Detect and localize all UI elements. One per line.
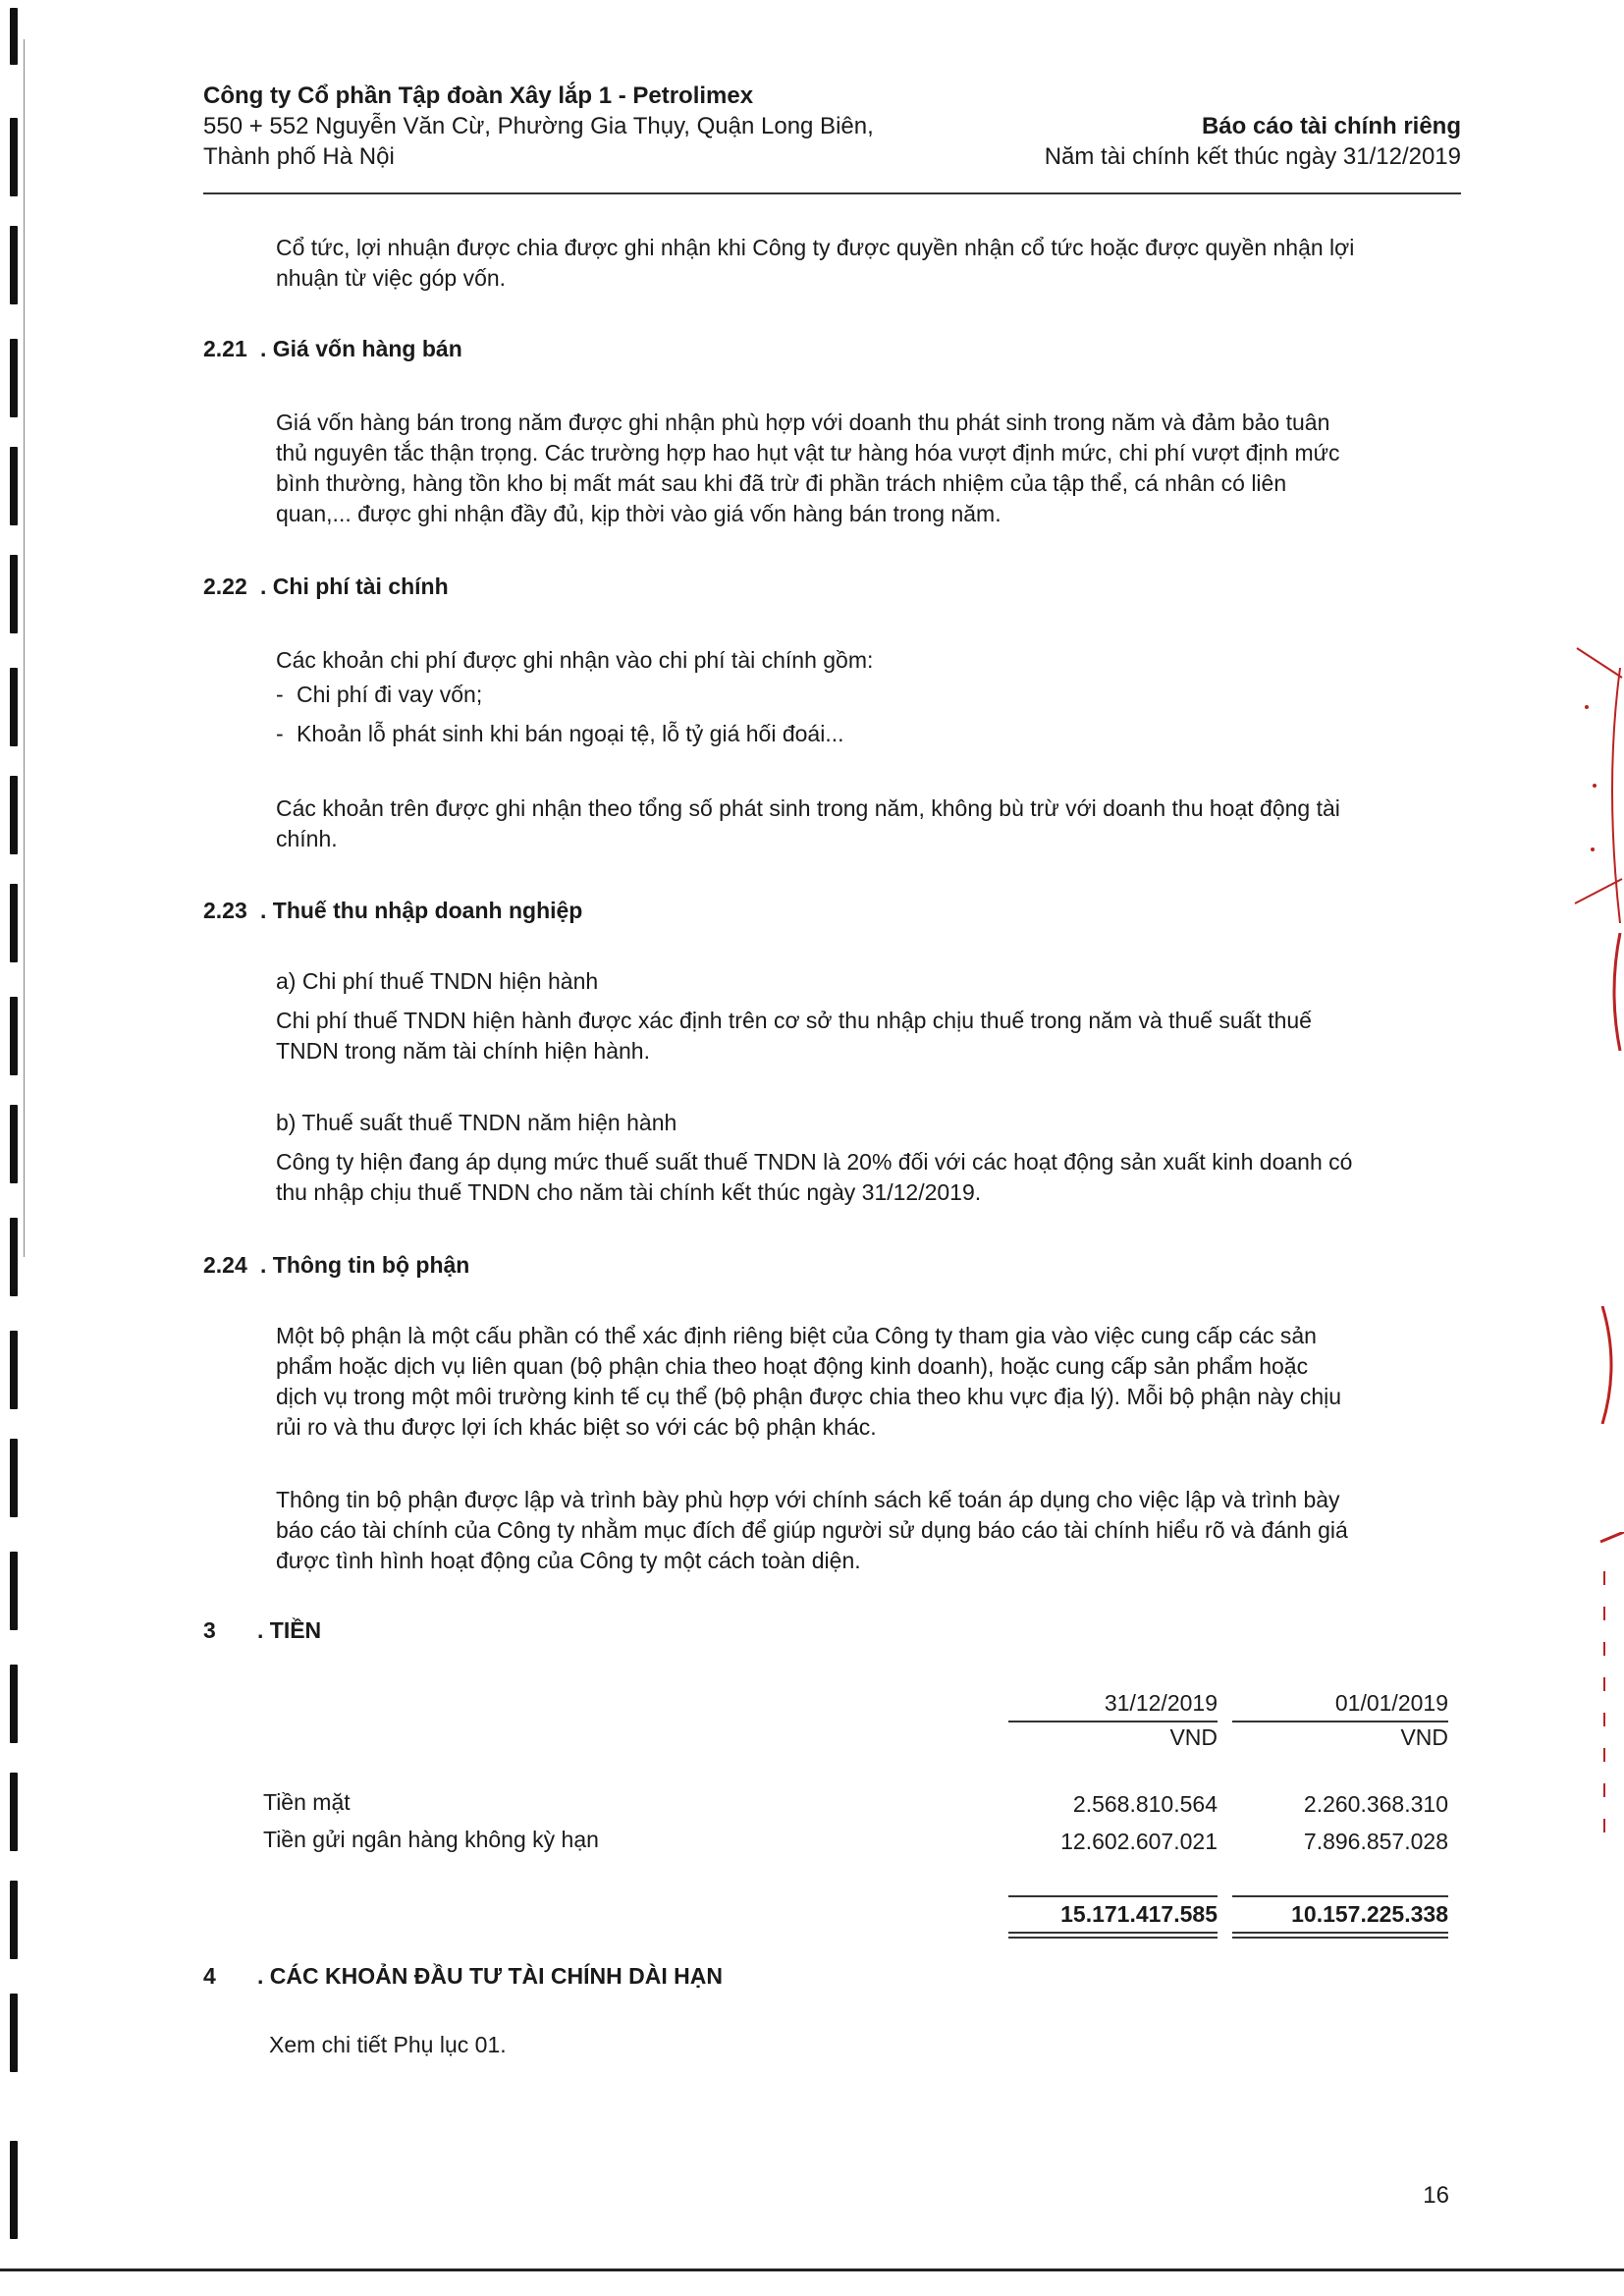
section-number: 3	[203, 1617, 216, 1643]
seal-stamp-fragment	[1595, 933, 1624, 1051]
header-divider	[203, 192, 1461, 194]
list-item-text: Khoản lỗ phát sinh khi bán ngoại tệ, lỗ tỷ giá hối đoái...	[297, 721, 844, 746]
table-cell-value: 2.260.368.310	[1303, 1791, 1448, 1817]
company-name: Công ty Cổ phần Tập đoàn Xây lắp 1 - Petrolimex	[203, 82, 754, 109]
cit-current-title: a) Chi phí thuế TNDN hiện hành	[276, 968, 599, 994]
text-line: Cổ tức, lợi nhuận được chia được ghi nhận khi Công ty được quyền nhận cổ tức hoặc được quyền nhận lợi	[276, 235, 1355, 260]
text-line: Các khoản trên được ghi nhận theo tổng số phát sinh trong năm, không bù trừ với doanh thu hoạt động tài	[276, 795, 1340, 821]
binding-mark	[10, 668, 18, 746]
text-line: phẩm hoặc dịch vụ liên quan (bộ phận chia theo hoạt động kinh doanh), hoặc cung cấp sản phẩm hoặc	[276, 1353, 1309, 1379]
finance-cost-intro: Các khoản chi phí được ghi nhận vào chi phí tài chính gồm:	[276, 647, 874, 673]
binding-mark	[10, 555, 18, 633]
section-title: . Thuế thu nhập doanh nghiệp	[260, 898, 583, 923]
text-line: bình thường, hàng tồn kho bị mất mát sau khi đã trừ đi phần trách nhiệm của tập thể, cá nhân có liên	[276, 470, 1287, 496]
section-number: 2.21	[203, 336, 247, 361]
appendix-reference: Xem chi tiết Phụ lục 01.	[269, 2032, 507, 2057]
binding-mark	[10, 226, 18, 304]
text-line: dịch vụ trong một môi trường kinh tế cụ thể (bộ phận được chia theo khu vực địa lý). Mỗi bộ phận này chịu	[276, 1384, 1342, 1409]
seal-stamp-fragment	[1597, 1532, 1624, 1856]
cogs-paragraph	[276, 408, 1454, 529]
company-address-line2: Thành phố Hà Nội	[203, 143, 395, 170]
section-heading-2-24	[203, 1250, 469, 1281]
text-line: quan,... được ghi nhận đầy đủ, kịp thời vào giá vốn hàng bán trong năm.	[276, 501, 1001, 526]
list-item-text: Chi phí đi vay vốn;	[297, 682, 483, 707]
column-header-date-2: 01/01/2019	[1334, 1690, 1448, 1716]
section-heading-2-23	[203, 896, 582, 926]
section-title: . Thông tin bộ phận	[260, 1252, 470, 1278]
binding-mark	[10, 1105, 18, 1183]
list-item: - Khoản lỗ phát sinh khi bán ngoại tệ, lỗ tỷ giá hối đoái...	[276, 721, 844, 746]
binding-mark	[10, 884, 18, 962]
cit-current-paragraph	[276, 1006, 1454, 1066]
page-edge-line	[24, 39, 25, 1257]
binding-mark	[10, 339, 18, 417]
table-row-label: Tiền mặt	[263, 1789, 351, 1815]
binding-mark	[10, 1994, 18, 2072]
seal-stamp-fragment	[1595, 1306, 1624, 1424]
total-rule-double	[1008, 1932, 1218, 1934]
binding-mark	[10, 1331, 18, 1409]
segment-paragraph-1	[276, 1321, 1454, 1443]
column-unit-1: VND	[1169, 1724, 1218, 1750]
section-title: . Giá vốn hàng bán	[260, 336, 462, 361]
text-line: Giá vốn hàng bán trong năm được ghi nhận phù hợp với doanh thu phát sinh trong năm và đảm bảo tuân	[276, 410, 1330, 435]
list-item: - Chi phí đi vay vốn;	[276, 682, 483, 707]
total-rule-double	[1008, 1937, 1218, 1939]
report-title: Báo cáo tài chính riêng	[1201, 113, 1461, 139]
text-line: thu nhập chịu thuế TNDN cho năm tài chính kết thúc ngày 31/12/2019.	[276, 1179, 982, 1205]
document-header-right	[1045, 111, 1461, 172]
company-address-line1: 550 + 552 Nguyễn Văn Cừ, Phường Gia Thụy, Quận Long Biên,	[203, 113, 874, 139]
binding-mark	[10, 1881, 18, 1959]
text-line: báo cáo tài chính của Công ty nhằm mục đích để giúp người sử dụng báo cáo tài chính hiểu rõ và đánh giá	[276, 1517, 1348, 1543]
column-unit-2: VND	[1400, 1724, 1448, 1750]
segment-paragraph-2	[276, 1485, 1454, 1576]
section-number: 2.24	[203, 1252, 247, 1278]
table-cell-value: 7.896.857.028	[1303, 1829, 1448, 1854]
section-heading-2-22	[203, 572, 449, 602]
section-title: . Chi phí tài chính	[260, 574, 449, 599]
binding-mark	[10, 8, 18, 65]
section-number: 2.22	[203, 574, 247, 599]
binding-mark	[10, 118, 18, 196]
binding-mark	[10, 1218, 18, 1296]
binding-mark	[10, 776, 18, 854]
section-heading-4	[203, 1961, 723, 1992]
table-cell-value: 2.568.810.564	[1072, 1791, 1218, 1817]
text-line: chính.	[276, 826, 338, 851]
text-line: TNDN trong năm tài chính hiện hành.	[276, 1038, 650, 1064]
document-header-left	[203, 81, 874, 172]
total-rule-top	[1008, 1895, 1218, 1897]
binding-mark	[10, 997, 18, 1075]
report-period: Năm tài chính kết thúc ngày 31/12/2019	[1044, 143, 1461, 170]
table-total-value: 15.171.417.585	[1060, 1901, 1218, 1927]
section-number: 4	[203, 1963, 216, 1989]
section-title: . TIỀN	[257, 1617, 322, 1643]
binding-mark	[10, 1552, 18, 1630]
text-line: Thông tin bộ phận được lập và trình bày phù hợp với chính sách kế toán áp dụng cho việc lập và trình bày	[276, 1487, 1340, 1512]
table-cell-value: 12.602.607.021	[1060, 1829, 1218, 1854]
binding-mark	[10, 447, 18, 525]
text-line: Một bộ phận là một cấu phần có thể xác định riêng biệt của Công ty tham gia vào việc cung cấp các sản	[276, 1323, 1317, 1348]
binding-mark	[10, 2141, 18, 2239]
binding-mark	[10, 1773, 18, 1851]
text-line: Chi phí thuế TNDN hiện hành được xác định trên cơ sở thu nhập chịu thuế trong năm và thuế suất thuế	[276, 1008, 1312, 1033]
page-number: 16	[1423, 2182, 1449, 2209]
total-rule-top	[1232, 1895, 1448, 1897]
table-total-value: 10.157.225.338	[1291, 1901, 1448, 1927]
column-header-date-1: 31/12/2019	[1104, 1690, 1218, 1716]
total-rule-double	[1232, 1932, 1448, 1934]
binding-mark	[10, 1439, 18, 1517]
cit-rate-paragraph	[276, 1147, 1454, 1208]
finance-cost-note	[276, 793, 1454, 854]
text-line: được tình hình hoạt động của Công ty một cách toàn diện.	[276, 1548, 861, 1573]
dividend-paragraph	[276, 233, 1454, 294]
scan-bottom-edge	[0, 2269, 1624, 2271]
seal-stamp-fragment	[1565, 638, 1624, 933]
total-rule-double	[1232, 1937, 1448, 1939]
section-heading-3	[203, 1615, 321, 1646]
section-heading-2-21	[203, 334, 462, 364]
text-line: rủi ro và thu được lợi ích khác biệt so với các bộ phận khác.	[276, 1414, 877, 1440]
text-line: thủ nguyên tắc thận trọng. Các trường hợp hao hụt vật tư hàng hóa vượt định mức, chi phí vượt định mức	[276, 440, 1340, 465]
section-number: 2.23	[203, 898, 247, 923]
table-row-label: Tiền gửi ngân hàng không kỳ hạn	[263, 1827, 599, 1852]
text-line: nhuận từ việc góp vốn.	[276, 265, 507, 291]
binding-mark	[10, 1665, 18, 1743]
cit-rate-title: b) Thuế suất thuế TNDN năm hiện hành	[276, 1110, 677, 1135]
section-title: . CÁC KHOẢN ĐẦU TƯ TÀI CHÍNH DÀI HẠN	[257, 1963, 723, 1989]
text-line: Công ty hiện đang áp dụng mức thuế suất thuế TNDN là 20% đối với các hoạt động sản xuất kinh doanh có	[276, 1149, 1353, 1175]
